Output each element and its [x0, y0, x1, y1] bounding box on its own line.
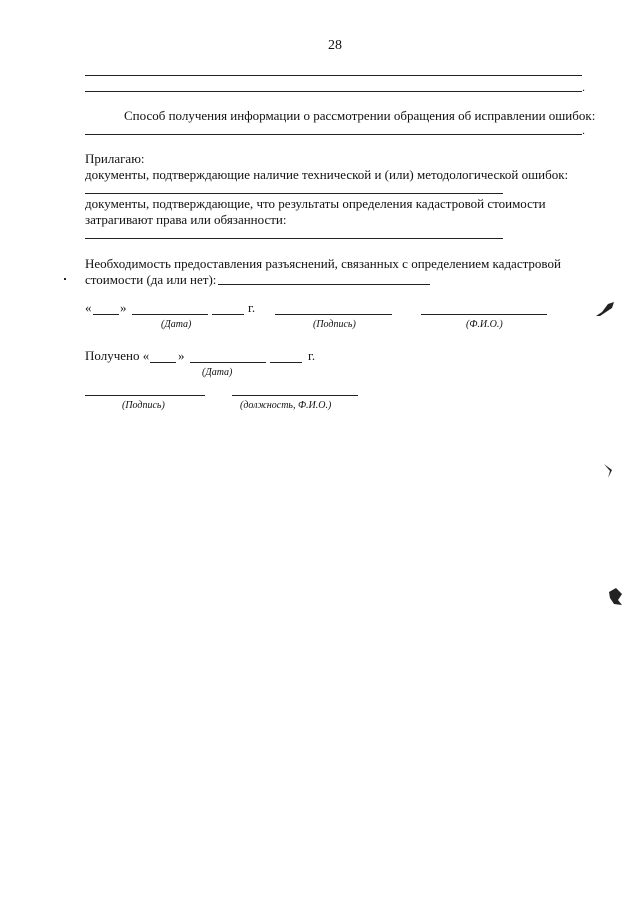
page-number: 28 [328, 38, 342, 53]
day-blank-line [93, 314, 119, 315]
attach-heading: Прилагаю: [85, 151, 145, 166]
attach-doc2-label-line1: документы, подтверждающие, что результаты определения кадастровой стоимости [85, 196, 546, 211]
month-blank-line [132, 314, 208, 315]
scan-mark-icon [594, 300, 618, 320]
received-label: Получено « [85, 348, 150, 363]
clarification-label-line1: Необходимость предоставления разъяснений, связанных с определением кадастровой [85, 256, 561, 271]
clarification-label-line2: стоимости (да или нет): [85, 272, 217, 287]
blank-line [85, 75, 582, 76]
received-quote-close: » [178, 348, 185, 363]
period: . [582, 80, 585, 94]
attach-doc1-blank-line [85, 193, 503, 194]
received-day-blank-line [150, 362, 176, 363]
received-month-blank-line [190, 362, 266, 363]
signature-blank-line [275, 314, 392, 315]
scan-speck [64, 278, 66, 280]
received-position-blank-line [232, 395, 358, 396]
received-date-caption: (Дата) [202, 367, 233, 378]
date-quote-open: « [85, 300, 92, 315]
attach-doc1-label: документы, подтверждающие наличие технической и (или) методологической ошибок: [85, 167, 569, 182]
year-suffix: г. [248, 300, 256, 315]
method-label: Способ получения информации о рассмотрении обращения об исправлении ошибок: [124, 108, 596, 123]
date-caption: (Дата) [161, 319, 192, 330]
received-year-blank-line [270, 362, 302, 363]
method-blank-line [85, 134, 582, 135]
received-signature-caption: (Подпись) [122, 400, 165, 411]
signature-caption: (Подпись) [313, 319, 356, 330]
received-signature-blank-line [85, 395, 205, 396]
period: . [582, 123, 585, 137]
scan-mark-icon [606, 586, 626, 608]
scan-mark-icon [602, 462, 616, 480]
received-year-suffix: г. [308, 348, 316, 363]
date-quote-close: » [120, 300, 127, 315]
blank-line [85, 91, 582, 92]
received-position-caption: (должность, Ф.И.О.) [240, 400, 332, 411]
attach-doc2-label-line2: затрагивают права или обязанности: [85, 212, 287, 227]
fio-caption: (Ф.И.О.) [466, 319, 503, 330]
fio-blank-line [421, 314, 547, 315]
attach-doc2-blank-line [85, 238, 503, 239]
year-blank-line [212, 314, 244, 315]
clarification-blank-line [218, 284, 430, 285]
